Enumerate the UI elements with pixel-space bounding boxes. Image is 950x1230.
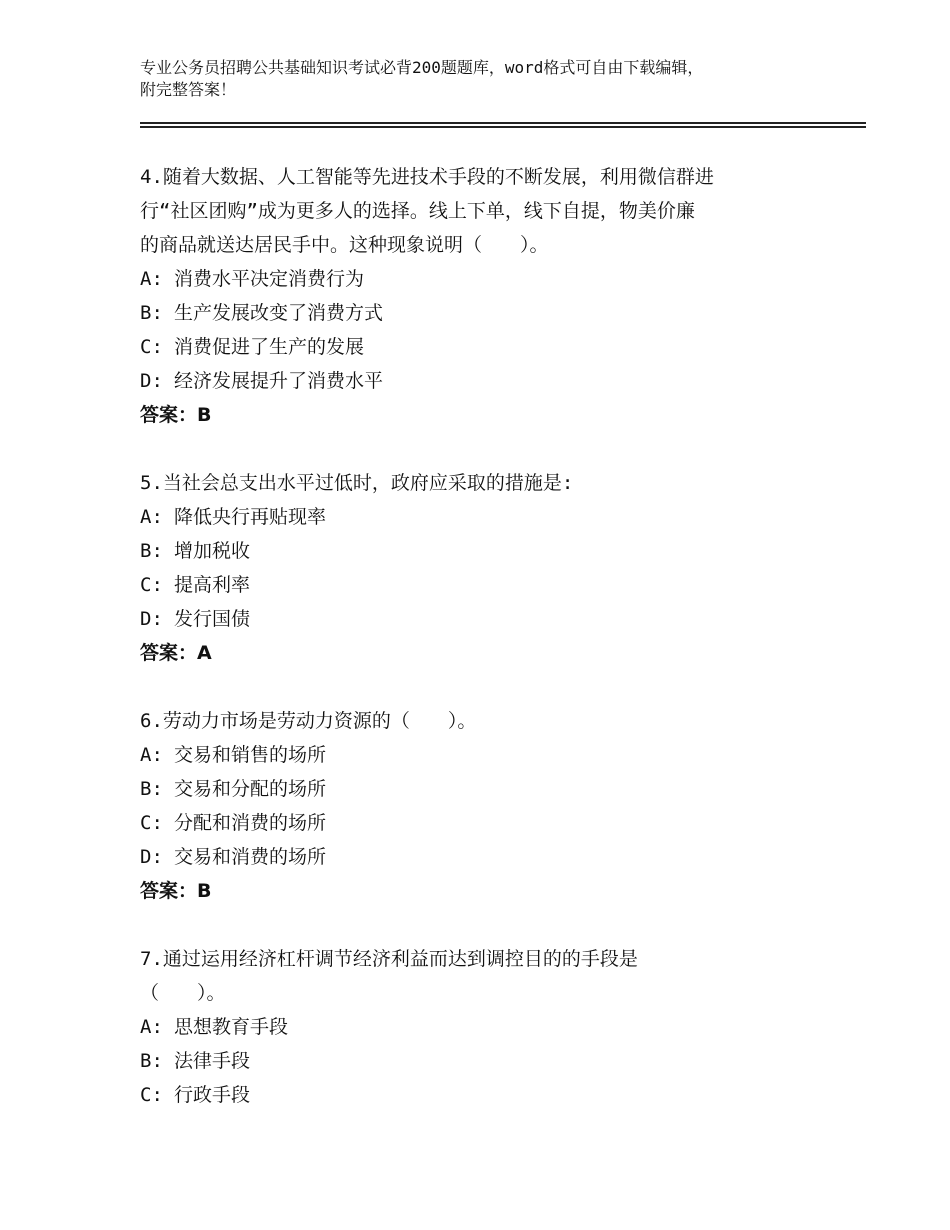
option-d bbox=[140, 364, 840, 398]
question-stem: 6.劳动力市场是劳动力资源的（ ）。 bbox=[140, 710, 477, 732]
option-letter: C: bbox=[140, 574, 163, 596]
option-letter: C: bbox=[140, 336, 163, 358]
option-a bbox=[140, 738, 840, 772]
option-letter: A: bbox=[140, 506, 163, 528]
header-divider-bottom bbox=[140, 126, 866, 128]
answer-line: 答案：B bbox=[140, 404, 212, 426]
option-b bbox=[140, 296, 840, 330]
option-letter: A: bbox=[140, 1016, 163, 1038]
option-letter: A: bbox=[140, 744, 163, 766]
option-letter: C: bbox=[140, 812, 163, 834]
option-text: 生产发展改变了消费方式 bbox=[174, 302, 384, 324]
option-letter: B: bbox=[140, 778, 163, 800]
option-c bbox=[140, 568, 840, 602]
option-text: 行政手段 bbox=[174, 1084, 251, 1106]
option-text: 降低央行再贴现率 bbox=[174, 506, 327, 528]
header-line-2: 附完整答案！ bbox=[140, 80, 237, 99]
option-text: 交易和分配的场所 bbox=[174, 778, 327, 800]
option-letter: D: bbox=[140, 608, 163, 630]
answer-line: 答案：B bbox=[140, 880, 212, 902]
option-a bbox=[140, 262, 840, 296]
option-letter: B: bbox=[140, 540, 163, 562]
option-text: 法律手段 bbox=[174, 1050, 251, 1072]
option-letter: B: bbox=[140, 302, 163, 324]
question-6 bbox=[140, 704, 840, 908]
question-stem: 7.通过运用经济杠杆调节经济利益而达到调控目的的手段是 bbox=[140, 948, 638, 970]
option-a bbox=[140, 500, 840, 534]
question-7 bbox=[140, 942, 840, 1112]
option-letter: D: bbox=[140, 370, 163, 392]
header-line-1: 专业公务员招聘公共基础知识考试必背200题题库，word格式可自由下载编辑， bbox=[140, 58, 704, 77]
option-text: 增加税收 bbox=[174, 540, 251, 562]
option-b bbox=[140, 772, 840, 806]
option-c bbox=[140, 330, 840, 364]
option-text: 交易和销售的场所 bbox=[174, 744, 327, 766]
question-stem: 行“社区团购”成为更多人的选择。线上下单，线下自提，物美价廉 bbox=[140, 200, 695, 222]
option-a bbox=[140, 1010, 840, 1044]
question-stem: 4.随着大数据、人工智能等先进技术手段的不断发展，利用微信群进 bbox=[140, 166, 714, 188]
option-text: 消费促进了生产的发展 bbox=[174, 336, 365, 358]
option-letter: C: bbox=[140, 1084, 163, 1106]
option-d bbox=[140, 840, 840, 874]
question-5 bbox=[140, 466, 840, 670]
option-text: 思想教育手段 bbox=[174, 1016, 289, 1038]
option-text: 发行国债 bbox=[174, 608, 251, 630]
option-c bbox=[140, 1078, 840, 1112]
option-d bbox=[140, 602, 840, 636]
option-b bbox=[140, 534, 840, 568]
question-list bbox=[140, 160, 840, 1146]
header-divider-top bbox=[140, 122, 866, 124]
document-header bbox=[140, 57, 840, 101]
option-text: 交易和消费的场所 bbox=[174, 846, 327, 868]
question-stem: 5.当社会总支出水平过低时，政府应采取的措施是: bbox=[140, 472, 574, 494]
answer-line: 答案：A bbox=[140, 642, 212, 664]
option-letter: B: bbox=[140, 1050, 163, 1072]
option-text: 经济发展提升了消费水平 bbox=[174, 370, 384, 392]
option-text: 提高利率 bbox=[174, 574, 251, 596]
option-letter: A: bbox=[140, 268, 163, 290]
option-c bbox=[140, 806, 840, 840]
option-b bbox=[140, 1044, 840, 1078]
option-text: 分配和消费的场所 bbox=[174, 812, 327, 834]
option-letter: D: bbox=[140, 846, 163, 868]
question-4 bbox=[140, 160, 840, 432]
option-text: 消费水平决定消费行为 bbox=[174, 268, 365, 290]
question-stem: （ ）。 bbox=[140, 982, 226, 1004]
question-stem: 的商品就送达居民手中。这种现象说明（ ）。 bbox=[140, 234, 549, 256]
